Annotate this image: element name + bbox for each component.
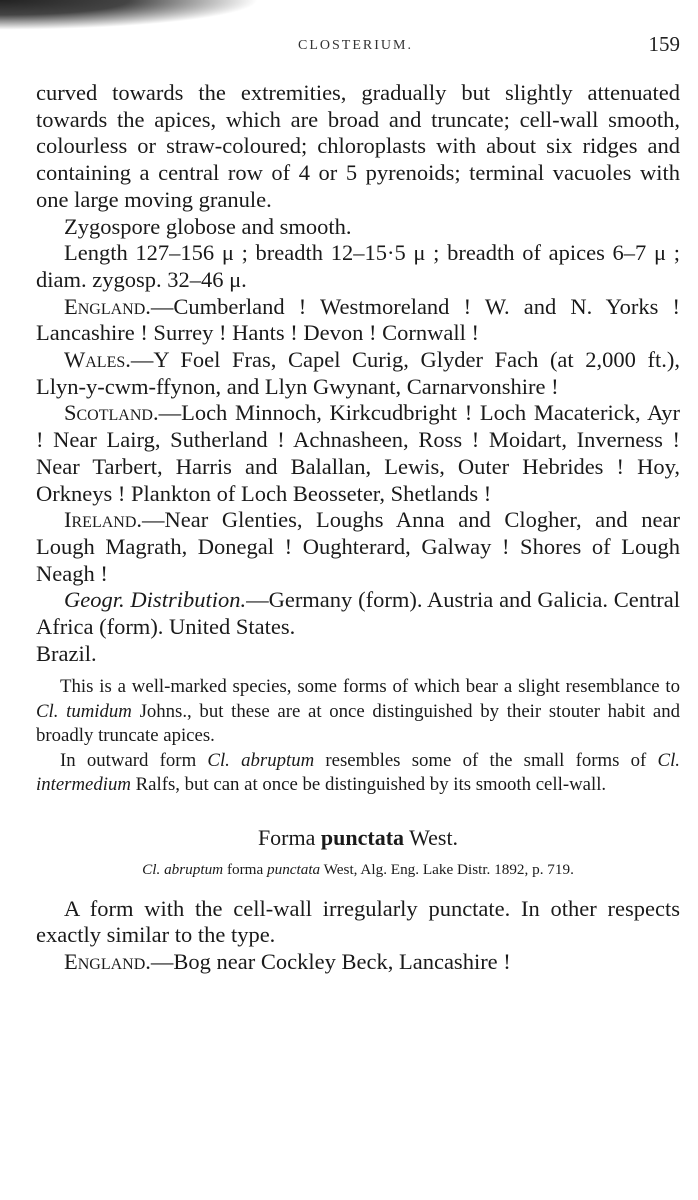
synonym-taxon: Cl. abruptum bbox=[142, 860, 224, 878]
geographic-distribution bbox=[36, 587, 680, 667]
distribution-label: Geogr. Distribution. bbox=[64, 587, 247, 613]
description-paragraph: curved towards the extremities, gradually but slightly attenuated towards the apices, which are broad and truncate; cell-wall smooth, colourless or straw-coloured; chloroplasts with about six ridges and containing a central row of 4 or 5 pyrenoids; terminal vacuoles with one large moving granule. bbox=[36, 80, 680, 212]
synonym-text-b: West, Alg. Eng. Lake Distr. 1892, p. 719. bbox=[320, 860, 574, 878]
region-scotland: Scotland. bbox=[64, 400, 159, 426]
forma-region-england: England. bbox=[64, 948, 151, 974]
synonym-text-a: forma bbox=[223, 860, 267, 878]
forma-locality-england-text: —Bog near Cockley Beck, Lancashire ! bbox=[150, 948, 511, 974]
forma-description bbox=[36, 896, 680, 976]
page-number: 159 bbox=[648, 32, 680, 56]
note-1-text-a: This is a well-marked species, some forms of which bear a slight resemblance to bbox=[60, 676, 680, 698]
locality-england bbox=[36, 294, 680, 347]
locality-ireland-text: —Near Glenties, Loughs Anna and Clogher, and near Lough Magrath, Donegal ! Oughterard, Galway ! Shores of Lough Neagh ! bbox=[36, 507, 680, 586]
region-ireland: Ireland. bbox=[64, 507, 143, 533]
measurements-paragraph: Length 127–156 μ ; breadth 12–15·5 μ ; breadth of apices 6–7 μ ; diam. zygosp. 32–46 μ. bbox=[36, 240, 680, 292]
forma-name: punctata bbox=[320, 824, 405, 850]
synonym-forma: punctata bbox=[267, 860, 321, 878]
locality-wales-text: —Y Foel Fras, Capel Curig, Glyder Fach (at 2,000 ft.), Llyn-y-cwm-ffynon, and Llyn Gwynant, Carnarvonshire ! bbox=[36, 347, 680, 399]
note-2-text-a: In outward form bbox=[60, 749, 208, 771]
species-description bbox=[36, 80, 680, 667]
note-1-text-b: Johns., but these are at once distinguished by their stouter habit and broadly truncate apices. bbox=[36, 700, 681, 747]
locality-ireland bbox=[36, 507, 680, 587]
locality-wales bbox=[36, 347, 680, 400]
forma-synonym bbox=[36, 860, 680, 880]
page-edge-shadow bbox=[0, 0, 260, 30]
page-header bbox=[36, 34, 680, 60]
forma-author: West. bbox=[404, 824, 459, 850]
locality-scotland bbox=[36, 400, 680, 507]
locality-england-text: —Cumberland ! Westmoreland ! W. and N. Yorks ! Lancashire ! Surrey ! Hants ! Devon ! Cornwall ! bbox=[36, 293, 680, 346]
note-1-taxon: Cl. tumidum bbox=[36, 700, 132, 722]
page-content bbox=[36, 80, 680, 975]
locality-scotland-text: —Loch Minnoch, Kirkcudbright ! Loch Macaterick, Ayr ! Near Lairg, Sutherland ! Achnasheen, Ross ! Moidart, Inverness ! Near Tarbert, Harris and Balallan, Lewis, Outer Hebrides ! Hoy, Orkneys ! Plankton of Loch Beosseter, Shetlands ! bbox=[36, 400, 680, 506]
region-england: England. bbox=[64, 293, 151, 319]
species-notes bbox=[36, 675, 680, 798]
region-wales: Wales. bbox=[64, 347, 131, 373]
forma-heading bbox=[36, 824, 680, 852]
forma-locality-england bbox=[36, 949, 680, 976]
note-2-text-b: resembles some of the small forms of bbox=[314, 749, 658, 771]
zygospore-paragraph: Zygospore globose and smooth. bbox=[64, 213, 352, 239]
forma-description-paragraph: A form with the cell-wall irregularly punctate. In other respects exactly similar to the type. bbox=[36, 895, 680, 948]
note-2-taxon-2: Cl. intermedium bbox=[36, 749, 680, 796]
forma-prefix: Forma bbox=[257, 824, 321, 850]
note-2-taxon-1: Cl. abruptum bbox=[207, 749, 315, 771]
note-paragraph-1 bbox=[36, 675, 680, 749]
distribution-last: Brazil. bbox=[36, 640, 97, 666]
distribution-text: —Germany (form). Austria and Galicia. Central Africa (form). United States. bbox=[36, 587, 680, 640]
note-2-text-c: Ralfs, but can at once be distinguished by its smooth cell-wall. bbox=[130, 774, 607, 796]
running-title: CLOSTERIUM. bbox=[298, 38, 413, 53]
note-paragraph-2 bbox=[36, 749, 680, 798]
